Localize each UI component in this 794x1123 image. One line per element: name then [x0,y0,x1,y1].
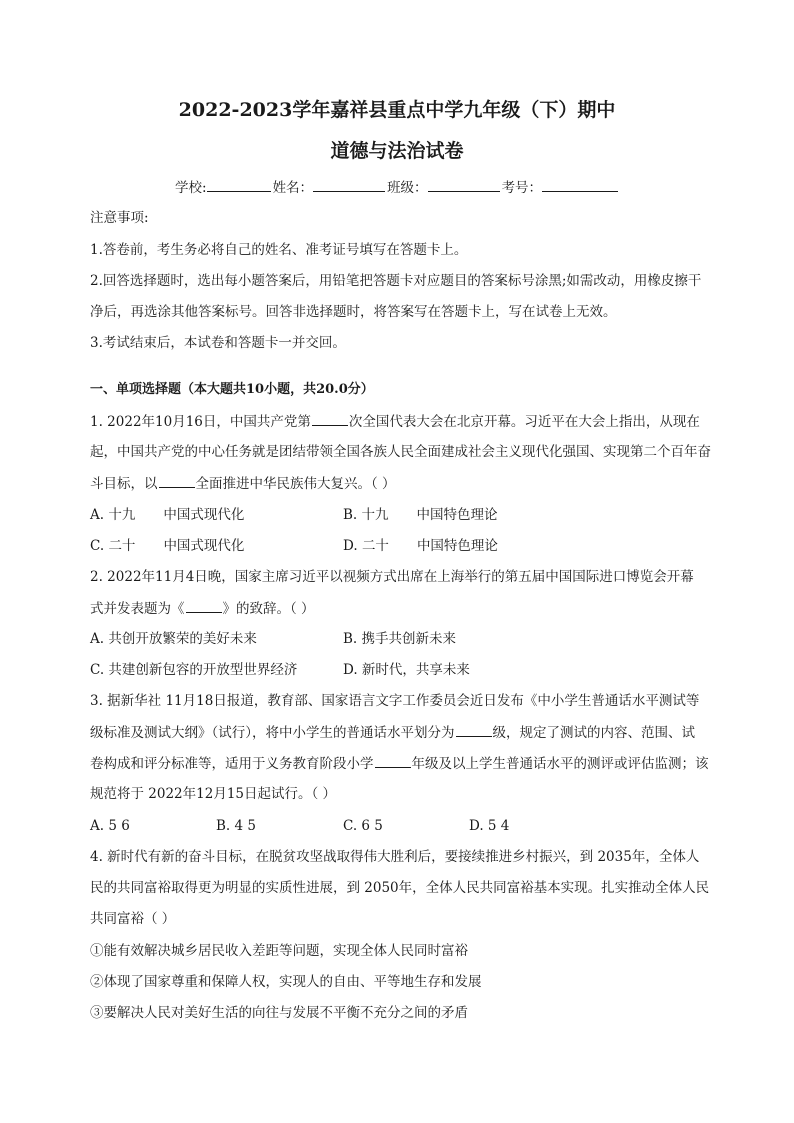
q3-option-d: D. 5 4 [469,818,510,834]
q2-option-b: B. 携手共创新未来 [343,631,457,647]
school-label: 学校: [175,180,207,196]
question-1 [90,411,700,432]
answer-blank [186,598,222,613]
q2-option-d: D. 新时代，共享未来 [343,662,470,678]
answer-blank [159,473,195,488]
notice-item: 净后，再选涂其他答案标号。回答非选择题时，将答案写在答题卡上，写在试卷上无效。 [90,304,617,320]
q3-option-b: B. 4 5 [216,818,256,834]
q1-text: 斗目标，以 [90,476,158,492]
q1-option-a: A. 十九 中国式现代化 [90,507,245,523]
answer-blank [375,753,411,768]
notice-heading: 注意事项: [90,210,149,226]
exam-number-label: 考号： [501,180,543,196]
q3-text: 年级及以上学生普通话水平的测评或评估监测；该 [411,756,709,772]
class-label: 班级： [387,180,428,196]
q3-text [90,722,695,743]
section-heading: 一、单项选择题（本大题共10小题，共20.0分） [90,382,374,397]
q1-option-c: C. 二十 中国式现代化 [90,538,245,554]
q3-text: 规范将于 2022年12月15日起试行。（ ） [90,786,337,802]
exam-title: 2022-2023学年嘉祥县重点中学九年级（下）期中 [178,99,616,121]
student-info-line [175,177,620,198]
school-field[interactable] [207,177,271,192]
q4-statement-3: ③要解决人民对美好生活的向往与发展不平衡不充分之间的矛盾 [90,1005,468,1021]
question-2: 2. 2022年11月4日晚，国家主席习近平以视频方式出席在上海举行的第五届中国国际进口博览会开幕 [90,569,694,585]
q1-text: 起，中国共产党的中心任务就是团结带领全国各族人民全面建成社会主义现代化强国、实现第二个百年奋 [90,444,711,460]
question-3: 3. 据新华社 11月18日报道，教育部、国家语言文字工作委员会近日发布《中小学生普通话水平测试等 [90,693,700,709]
answer-blank [312,411,348,426]
q3-text: 卷构成和评分标准等，适用于义务教育阶段小学 [90,756,374,772]
q2-option-a: A. 共创开放繁荣的美好未来 [90,631,257,647]
question-4: 4. 新时代有新的奋斗目标，在脱贫攻坚战取得伟大胜利后，要接续推进乡村振兴，到 2035年，全体人 [90,849,700,865]
q1-option-d: D. 二十 中国特色理论 [343,538,498,554]
exam-number-field[interactable] [542,177,618,192]
q4-text: 民的共同富裕取得更为明显的实质性进展，到 2050年，全体人民共同富裕基本实现。扎实推动全体人民 [90,880,710,896]
q3-option-c: C. 6 5 [343,818,383,834]
q3-text [90,753,709,774]
name-label: 姓名： [272,180,314,196]
class-field[interactable] [428,177,500,192]
q4-text: 共同富裕（ ） [90,911,176,927]
notice-item: 1.答卷前，考生务必将自己的姓名、准考证号填写在答题卡上。 [90,242,468,258]
notice-item: 2.回答选择题时，选出每小题答案后，用铅笔把答题卡对应题目的答案标号涂黑;如需改动，用橡皮擦干 [90,273,702,289]
q2-text: 式并发表题为《 [90,601,185,617]
q1-text: 次全国代表大会在北京开幕。习近平在大会上指出，从现在 [348,414,700,430]
exam-subtitle: 道德与法治试卷 [330,140,464,162]
q2-text [90,598,315,619]
q2-text: 》的致辞。（ ） [222,601,315,617]
q1-text: 1. 2022年10月16日，中国共产党第 [90,414,311,430]
q4-statement-1: ①能有效解决城乡居民收入差距等问题，实现全体人民同时富裕 [90,943,468,959]
answer-blank [456,722,492,737]
q3-option-a: A. 5 6 [90,818,130,834]
q4-statement-2: ②体现了国家尊重和保障人权，实现人的自由、平等地生存和发展 [90,974,482,990]
notice-item: 3.考试结束后，本试卷和答题卡一并交回。 [90,335,346,351]
q1-text: 全面推进中华民族伟大复兴。（ ） [195,476,396,492]
q3-text: 级标准及测试大纲》（试行），将中小学生的普通话水平划分为 [90,725,455,741]
q3-text: 级，规定了测试的内容、范围、试 [492,725,695,741]
q1-option-b: B. 十九 中国特色理论 [343,507,498,523]
q2-option-c: C. 共建创新包容的开放型世界经济 [90,662,298,678]
name-field[interactable] [313,177,385,192]
q1-text [90,473,396,494]
